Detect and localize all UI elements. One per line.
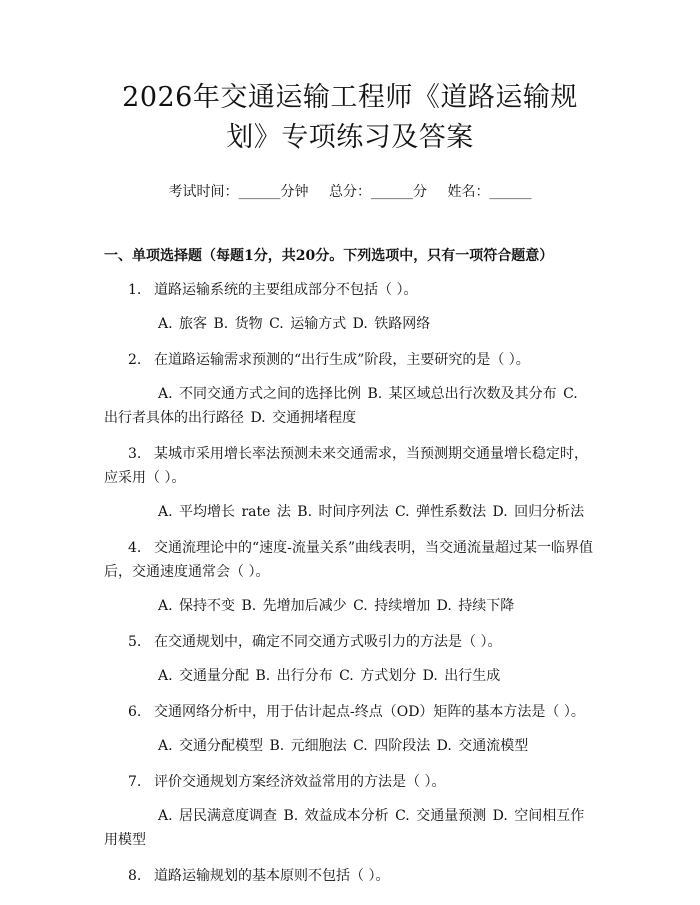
question-options: A. 不同交通方式之间的选择比例 B. 某区域总出行次数及其分布 C. 出行者具体的出行路径 D. 交通拥堵程度 [104,386,578,426]
question-list [104,278,596,888]
question-options: A. 交通分配模型 B. 元细胞法 C. 四阶段法 D. 交通流模型 [158,738,529,754]
exam-name: 姓名：______ [447,184,532,200]
question-text: 在道路运输需求预测的“出行生成”阶段，主要研究的是（ ）。 [154,352,530,368]
question-number: 1. [128,282,142,298]
question-number: 8. [128,868,142,884]
question-stem [104,536,596,584]
question-number: 7. [128,774,142,790]
document-title: 2026年交通运输工程师《道路运输规划》专项练习及答案 [122,82,578,153]
exam-meta [104,182,596,202]
question-stem [104,700,596,724]
question-text: 在交通规划中，确定不同交通方式吸引力的方法是（ ）。 [154,634,502,650]
question-number: 2. [128,352,142,368]
exam-score: 总分：______分 [329,184,427,200]
question-stem [104,442,596,490]
question-stem [104,630,596,654]
question-text: 评价交通规划方案经济效益常用的方法是（ ）。 [154,774,446,790]
question-number: 3. [128,446,142,462]
question-stem [104,278,596,302]
question-number: 4. [128,540,142,556]
question-options: A. 旅客 B. 货物 C. 运输方式 D. 铁路网络 [158,316,431,332]
question-options: A. 保持不变 B. 先增加后减少 C. 持续增加 D. 持续下降 [158,598,515,614]
question-text: 道路运输规划的基本原则不包括（ ）。 [154,868,390,884]
question-stem [104,864,596,888]
question-options: A. 居民满意度调查 B. 效益成本分析 C. 交通量预测 D. 空间相互作用模型 [104,808,585,848]
question-options: A. 平均增长 rate 法 B. 时间序列法 C. 弹性系数法 D. 回归分析法 [158,504,585,520]
question-number: 6. [128,704,142,720]
question-stem [104,770,596,794]
question-options: A. 交通量分配 B. 出行分布 C. 方式划分 D. 出行生成 [158,668,501,684]
question-text: 交通流理论中的“速度-流量关系”曲线表明，当交通流量超过某一临界值后，交通速度通常会（ ）。 [104,540,594,580]
question-stem [104,348,596,372]
question-number: 5. [128,634,142,650]
question-text: 某城市采用增长率法预测未来交通需求，当预测期交通量增长稳定时，应采用（ ）。 [104,446,588,486]
section-title: 一、单项选择题（每题1分，共20分。下列选项中，只有一项符合题意） [104,248,554,264]
exam-time: 考试时间：______分钟 [168,184,309,200]
question-text: 道路运输系统的主要组成部分不包括（ ）。 [154,282,418,298]
question-text: 交通网络分析中，用于估计起点-终点（OD）矩阵的基本方法是（ ）。 [154,704,585,720]
